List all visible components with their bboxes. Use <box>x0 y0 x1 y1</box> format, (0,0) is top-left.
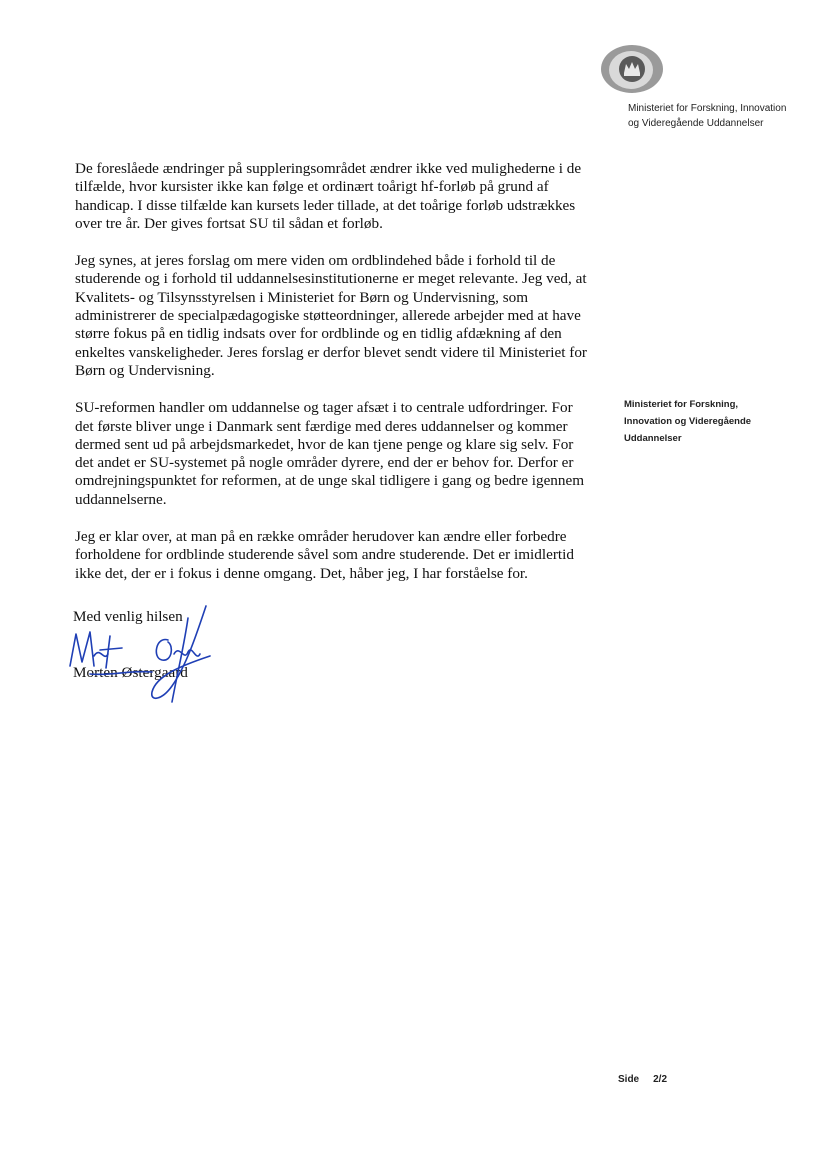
sidebar-sender <box>624 396 804 447</box>
closing-greeting: Med venlig hilsen <box>73 608 183 625</box>
paragraph-3: SU-reformen handler om uddannelse og tager afsæt i to centrale udfordringer. For det første bliver unge i Danmark sent færdige med deres uddannelser og kommer dermed sent ud på arbejdsmarkedet, hvor de kan tjene penge og klare sig selv. For det andet er SU-systemet på nogle områder dyrere, end der er behov for. Derfor er omdrejningspunktet for reformen, at de unge skal tidligere i gang og bedre igennem uddannelserne. <box>75 399 585 508</box>
ministry-crown-logo <box>600 44 664 94</box>
page-value: 2/2 <box>653 1074 668 1085</box>
letter-body <box>75 160 590 602</box>
ministry-name-line1: Ministeriet for Forskning, Innovation <box>628 103 787 114</box>
paragraph-1: De foreslåede ændringer på suppleringsområdet ændrer ikke ved mulighederne i de tilfælde, hvor kursister ikke kan følge et ordinært toårigt hf-forløb på grund af handicap. I disse tilfælde kan kursets leder tillade, at det toårige forløb udstrækkes over tre år. Der gives fortsat SU til sådan et forløb. <box>75 160 582 232</box>
paragraph-2: Jeg synes, at jeres forslag om mere viden om ordblindehed både i forhold til de studerende og i forhold til uddannelsesinstitutionerne er meget relevante. Jeg ved, at Kvalitets- og Tilsynsstyrelsen i Ministeriet for Børn og Undervisning, som administrerer de specialpædagogiske støtteordninger, allerede arbejder med at have større fokus på en tidlig indsats over for ordblinde og en tidlig afdækning af den enkeltes vanskeligheder. Jeres forslag er derfor blevet sendt videre til Ministeriet for Børn og Undervisning. <box>75 252 587 379</box>
sidebar-line-2: Innovation og Videregående <box>624 416 752 427</box>
page-number <box>618 1074 681 1085</box>
handwritten-signature <box>60 596 220 706</box>
sidebar-line-1: Ministeriet for Forskning, <box>624 399 739 410</box>
sidebar-line-3: Uddannelser <box>624 433 682 444</box>
paragraph-4: Jeg er klar over, at man på en række områder herudover kan ændre eller forbedre forholdene for ordblinde studerende såvel som andre studerende. Det er imidlertid ikke det, der er i fokus i denne omgang. Det, håber jeg, I har forståelse for. <box>75 528 574 582</box>
page-label: Side <box>618 1074 640 1085</box>
ministry-header <box>628 101 786 131</box>
signer-name: Morten Østergaard <box>73 664 188 681</box>
ministry-name-line2: og Videregående Uddannelser <box>628 118 764 129</box>
